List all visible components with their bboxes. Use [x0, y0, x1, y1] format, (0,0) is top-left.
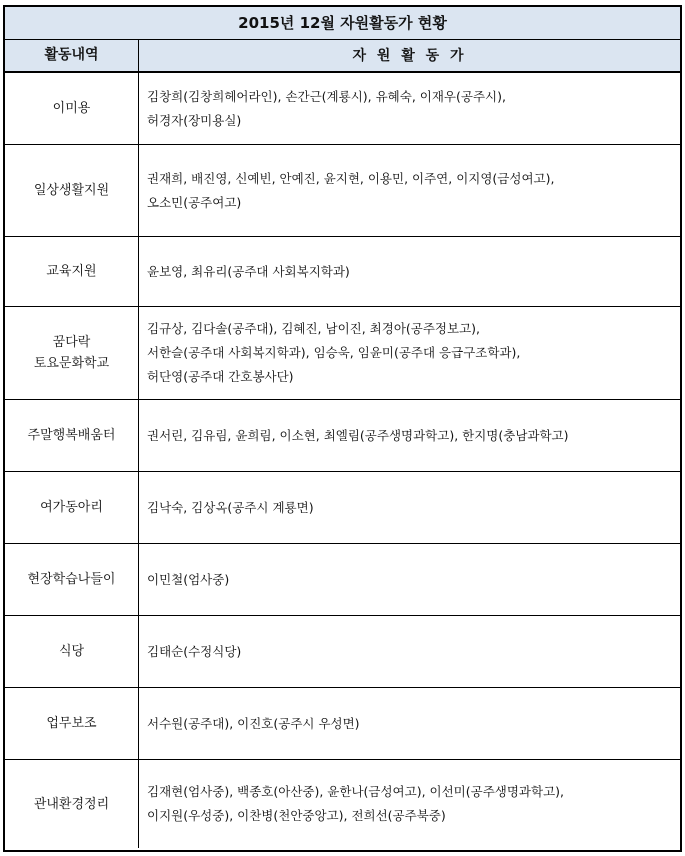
activity-cell: 꿈다락 토요문화학교	[5, 307, 139, 399]
table-row	[5, 145, 680, 237]
table-row	[5, 400, 680, 472]
volunteers-cell: 윤보영, 최유리(공주대 사회복지학과)	[147, 263, 350, 279]
activity-cell: 주말행복배움터	[5, 400, 139, 471]
volunteers-cell: 권재희, 배진영, 신예빈, 안예진, 윤지현, 이용민, 이주연, 이지영(금성여고), 오소민(공주여고)	[147, 170, 555, 210]
table-row	[5, 73, 680, 145]
activity-cell: 교육지원	[5, 237, 139, 306]
table-header-row	[5, 40, 680, 73]
volunteers-cell: 이민철(엄사중)	[147, 571, 230, 587]
volunteers-cell: 김규상, 김다솔(공주대), 김혜진, 남이진, 최경아(공주정보고), 서한슬(공주대 사회복지학과), 임승욱, 임윤미(공주대 응급구조학과), 허단영(공주대 간호봉사단)	[147, 321, 521, 384]
volunteers-cell: 김태순(수정식당)	[147, 643, 242, 659]
table-row	[5, 616, 680, 688]
table-row	[5, 472, 680, 544]
activity-cell: 일상생활지원	[5, 145, 139, 236]
volunteers-cell: 김재현(엄사중), 백종호(아산중), 윤한나(금성여고), 이선미(공주생명과학고), 이지원(우성중), 이찬병(천안중앙고), 전희선(공주북중)	[147, 784, 565, 823]
activity-cell: 여가동아리	[5, 472, 139, 543]
header-activity: 활동내역	[5, 40, 139, 71]
activity-cell: 관내환경정리	[5, 760, 139, 848]
header-volunteers: 자 원 활 동 가	[352, 47, 467, 64]
volunteers-cell: 권서린, 김유림, 윤희림, 이소현, 최엘림(공주생명과학고), 한지명(충남과학고)	[147, 427, 569, 443]
table-row	[5, 760, 680, 848]
table-row	[5, 307, 680, 400]
activity-cell: 현장학습나들이	[5, 544, 139, 615]
table-row	[5, 544, 680, 616]
volunteers-cell: 김창희(김창희헤어라인), 손간근(계룡시), 유혜숙, 이재우(공주시), 허경자(장미용실)	[147, 88, 506, 128]
activity-cell: 식당	[5, 616, 139, 687]
table-row	[5, 237, 680, 307]
volunteer-table	[3, 5, 682, 852]
table-title: 2015년 12월 자원활동가 현황	[5, 7, 680, 40]
volunteers-cell: 서수원(공주대), 이진호(공주시 우성면)	[147, 715, 360, 731]
table-row	[5, 688, 680, 760]
activity-cell: 이미용	[5, 73, 139, 144]
activity-cell: 업무보조	[5, 688, 139, 759]
volunteers-cell: 김낙숙, 김상옥(공주시 계룡면)	[147, 499, 314, 515]
